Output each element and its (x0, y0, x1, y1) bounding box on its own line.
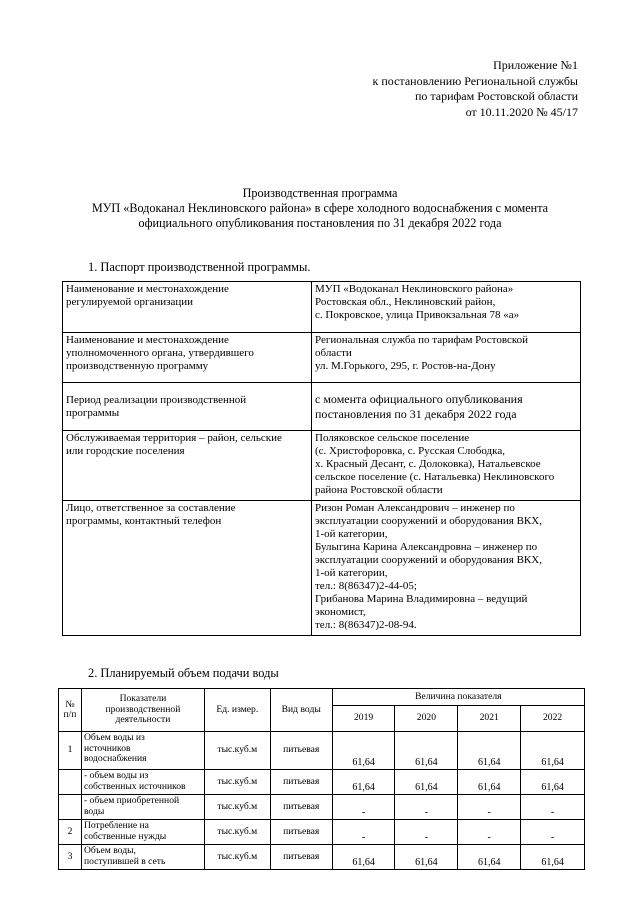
row-value: - (332, 795, 395, 820)
text-line: Объем воды из (83, 732, 145, 743)
row-kind: питьевая (270, 845, 332, 870)
row-value: - (458, 795, 521, 820)
text-line: - объем приобретенной (83, 795, 180, 806)
text-line: производственную программу (66, 360, 209, 372)
header-row (59, 689, 585, 706)
table-row (59, 795, 585, 820)
header-indicator (81, 689, 204, 732)
text-line: Наименование и местонахождение (66, 283, 229, 295)
text-line: Региональная служба по тарифам Ростовской (315, 334, 529, 346)
passport-value (312, 333, 581, 383)
text-line: тел.: 8(86347)2-44-05; (315, 580, 417, 592)
text-line: Показатели (119, 693, 167, 705)
row-value: 61,64 (395, 732, 458, 770)
document-title (60, 186, 580, 231)
water-volume-table (58, 688, 585, 870)
text-line: экономист, (315, 606, 366, 618)
text-line: уполномоченного органа, утвердившего (66, 347, 254, 359)
text-line: МУП «Водоканал Неклиновского района» (315, 283, 514, 295)
row-value: 61,64 (458, 732, 521, 770)
row-value: - (458, 820, 521, 845)
appendix-block (373, 58, 578, 120)
text-line: Ризон Роман Александрович – инженер по (315, 502, 515, 514)
row-unit: тыс.куб.м (204, 845, 270, 870)
appendix-line: от 10.11.2020 № 45/17 (465, 104, 578, 119)
text-line: 1-ой категории, (315, 567, 388, 579)
text-line: тел.: 8(86347)2-08-94. (315, 619, 417, 631)
row-kind: питьевая (270, 770, 332, 795)
text-line: Потребление на (83, 820, 149, 831)
section-1-heading: 1. Паспорт производственной программы. (88, 260, 311, 274)
text-line: сельское поселение (с. Натальевка) Неклиновского (315, 471, 555, 483)
text-line: (с. Христофоровка, с. Русская Слободка, (315, 445, 505, 457)
text-line: с момента официального опубликования (315, 391, 523, 406)
passport-row (63, 431, 581, 501)
text-line: Булыгина Карина Александровна – инженер по (315, 541, 538, 553)
passport-label (63, 282, 312, 333)
text-line: источников (83, 742, 131, 754)
text-line: района Ростовской области (315, 484, 443, 496)
text-line: поступившей в сеть (83, 855, 166, 867)
passport-row (63, 383, 581, 431)
row-kind: питьевая (270, 795, 332, 820)
passport-label (63, 501, 312, 636)
text-line: п/п (63, 709, 77, 720)
row-value: 61,64 (521, 770, 585, 795)
text-line: Ростовская обл., Неклиновский район, (315, 296, 496, 308)
text-line: программы (66, 406, 120, 419)
row-num: 1 (59, 732, 82, 770)
text-line: постановления по 31 декабря 2022 года (315, 406, 517, 421)
text-line: Поляковское сельское поселение (315, 432, 470, 444)
row-value: 61,64 (395, 845, 458, 870)
row-unit: тыс.куб.м (204, 795, 270, 820)
appendix-line: по тарифам Ростовской области (414, 89, 578, 103)
text-line: эксплуатации сооружений и оборудования ВКХ, (315, 554, 542, 566)
text-line: производственной (105, 703, 181, 715)
text-line: с. Покровское, улица Привокзальная 78 «а» (315, 309, 520, 321)
header-year: 2022 (521, 706, 585, 732)
section-2-heading: 2. Планируемый объем подачи воды (88, 666, 279, 680)
row-indicator (81, 845, 204, 870)
row-value: - (521, 820, 585, 845)
row-value: 61,64 (521, 845, 585, 870)
header-unit: Ед. измер. (204, 689, 270, 732)
text-line: Объем воды, (83, 845, 136, 856)
table-row (59, 845, 585, 870)
text-line: области (315, 347, 352, 359)
text-line: Лицо, ответственное за составление (66, 502, 236, 514)
text-line: ул. М.Горького, 295, г. Ростов-на-Дону (315, 360, 496, 372)
text-line: деятельности (115, 714, 171, 726)
text-line: Грибанова Марина Владимировна – ведущий (315, 593, 528, 605)
text-line: Период реализации производственной (66, 393, 247, 406)
passport-row (63, 333, 581, 383)
table-row (59, 732, 585, 770)
row-kind: питьевая (270, 732, 332, 770)
row-num: 2 (59, 820, 82, 845)
header-year: 2019 (332, 706, 395, 732)
header-num (59, 689, 82, 732)
row-value: - (395, 795, 458, 820)
passport-table (62, 281, 581, 636)
title-line: МУП «Водоканал Неклиновского района» в сфере холодного водоснабжения с момента (91, 201, 549, 215)
text-line: воды (83, 805, 105, 817)
row-value: 61,64 (458, 845, 521, 870)
passport-label (63, 333, 312, 383)
title-line: Производственная программа (242, 186, 398, 200)
row-indicator (81, 732, 204, 770)
passport-value (312, 501, 581, 636)
row-value: - (521, 795, 585, 820)
text-line: - объем воды из (83, 770, 149, 781)
text-line: водоснабжения (83, 753, 147, 764)
header-value-group: Величина показателя (332, 689, 584, 706)
text-line: 1-ой категории, (315, 528, 388, 540)
text-line: или городские поселения (66, 445, 185, 457)
header-year: 2020 (395, 706, 458, 732)
header-kind: Вид воды (270, 689, 332, 732)
row-num (59, 795, 82, 820)
passport-label (63, 431, 312, 501)
row-value: 61,64 (395, 770, 458, 795)
passport-row (63, 501, 581, 636)
header-year: 2021 (458, 706, 521, 732)
row-value: - (332, 820, 395, 845)
title-line: официального опубликования постановления по 31 декабря 2022 года (138, 216, 502, 230)
passport-row (63, 282, 581, 333)
row-unit: тыс.куб.м (204, 820, 270, 845)
row-value: 61,64 (521, 732, 585, 770)
text-line: х. Красный Десант, с. Долоковка), Натальевское (315, 458, 541, 470)
appendix-line: к постановлению Региональной службы (372, 73, 578, 88)
row-num (59, 770, 82, 795)
text-line: эксплуатации сооружений и оборудования ВКХ, (315, 515, 542, 527)
table-row (59, 770, 585, 795)
row-value: 61,64 (332, 770, 395, 795)
table-row (59, 820, 585, 845)
row-kind: питьевая (270, 820, 332, 845)
row-unit: тыс.куб.м (204, 732, 270, 770)
row-indicator (81, 795, 204, 820)
appendix-line: Приложение №1 (493, 58, 578, 72)
text-line: собственные нужды (83, 830, 167, 842)
row-unit: тыс.куб.м (204, 770, 270, 795)
passport-value (312, 431, 581, 501)
text-line: собственных источников (83, 780, 186, 792)
row-value: 61,64 (458, 770, 521, 795)
passport-value (312, 383, 581, 431)
row-value: - (395, 820, 458, 845)
text-line: Наименование и местонахождение (66, 334, 229, 346)
row-indicator (81, 820, 204, 845)
row-indicator (81, 770, 204, 795)
row-value: 61,64 (332, 732, 395, 770)
text-line: Обслуживаемая территория – район, сельские (66, 432, 282, 444)
passport-value (312, 282, 581, 333)
text-line: № (65, 698, 75, 710)
text-line: регулируемой организации (66, 296, 194, 308)
text-line: программы, контактный телефон (66, 515, 222, 527)
row-num: 3 (59, 845, 82, 870)
row-value: 61,64 (332, 845, 395, 870)
passport-label (63, 383, 312, 431)
